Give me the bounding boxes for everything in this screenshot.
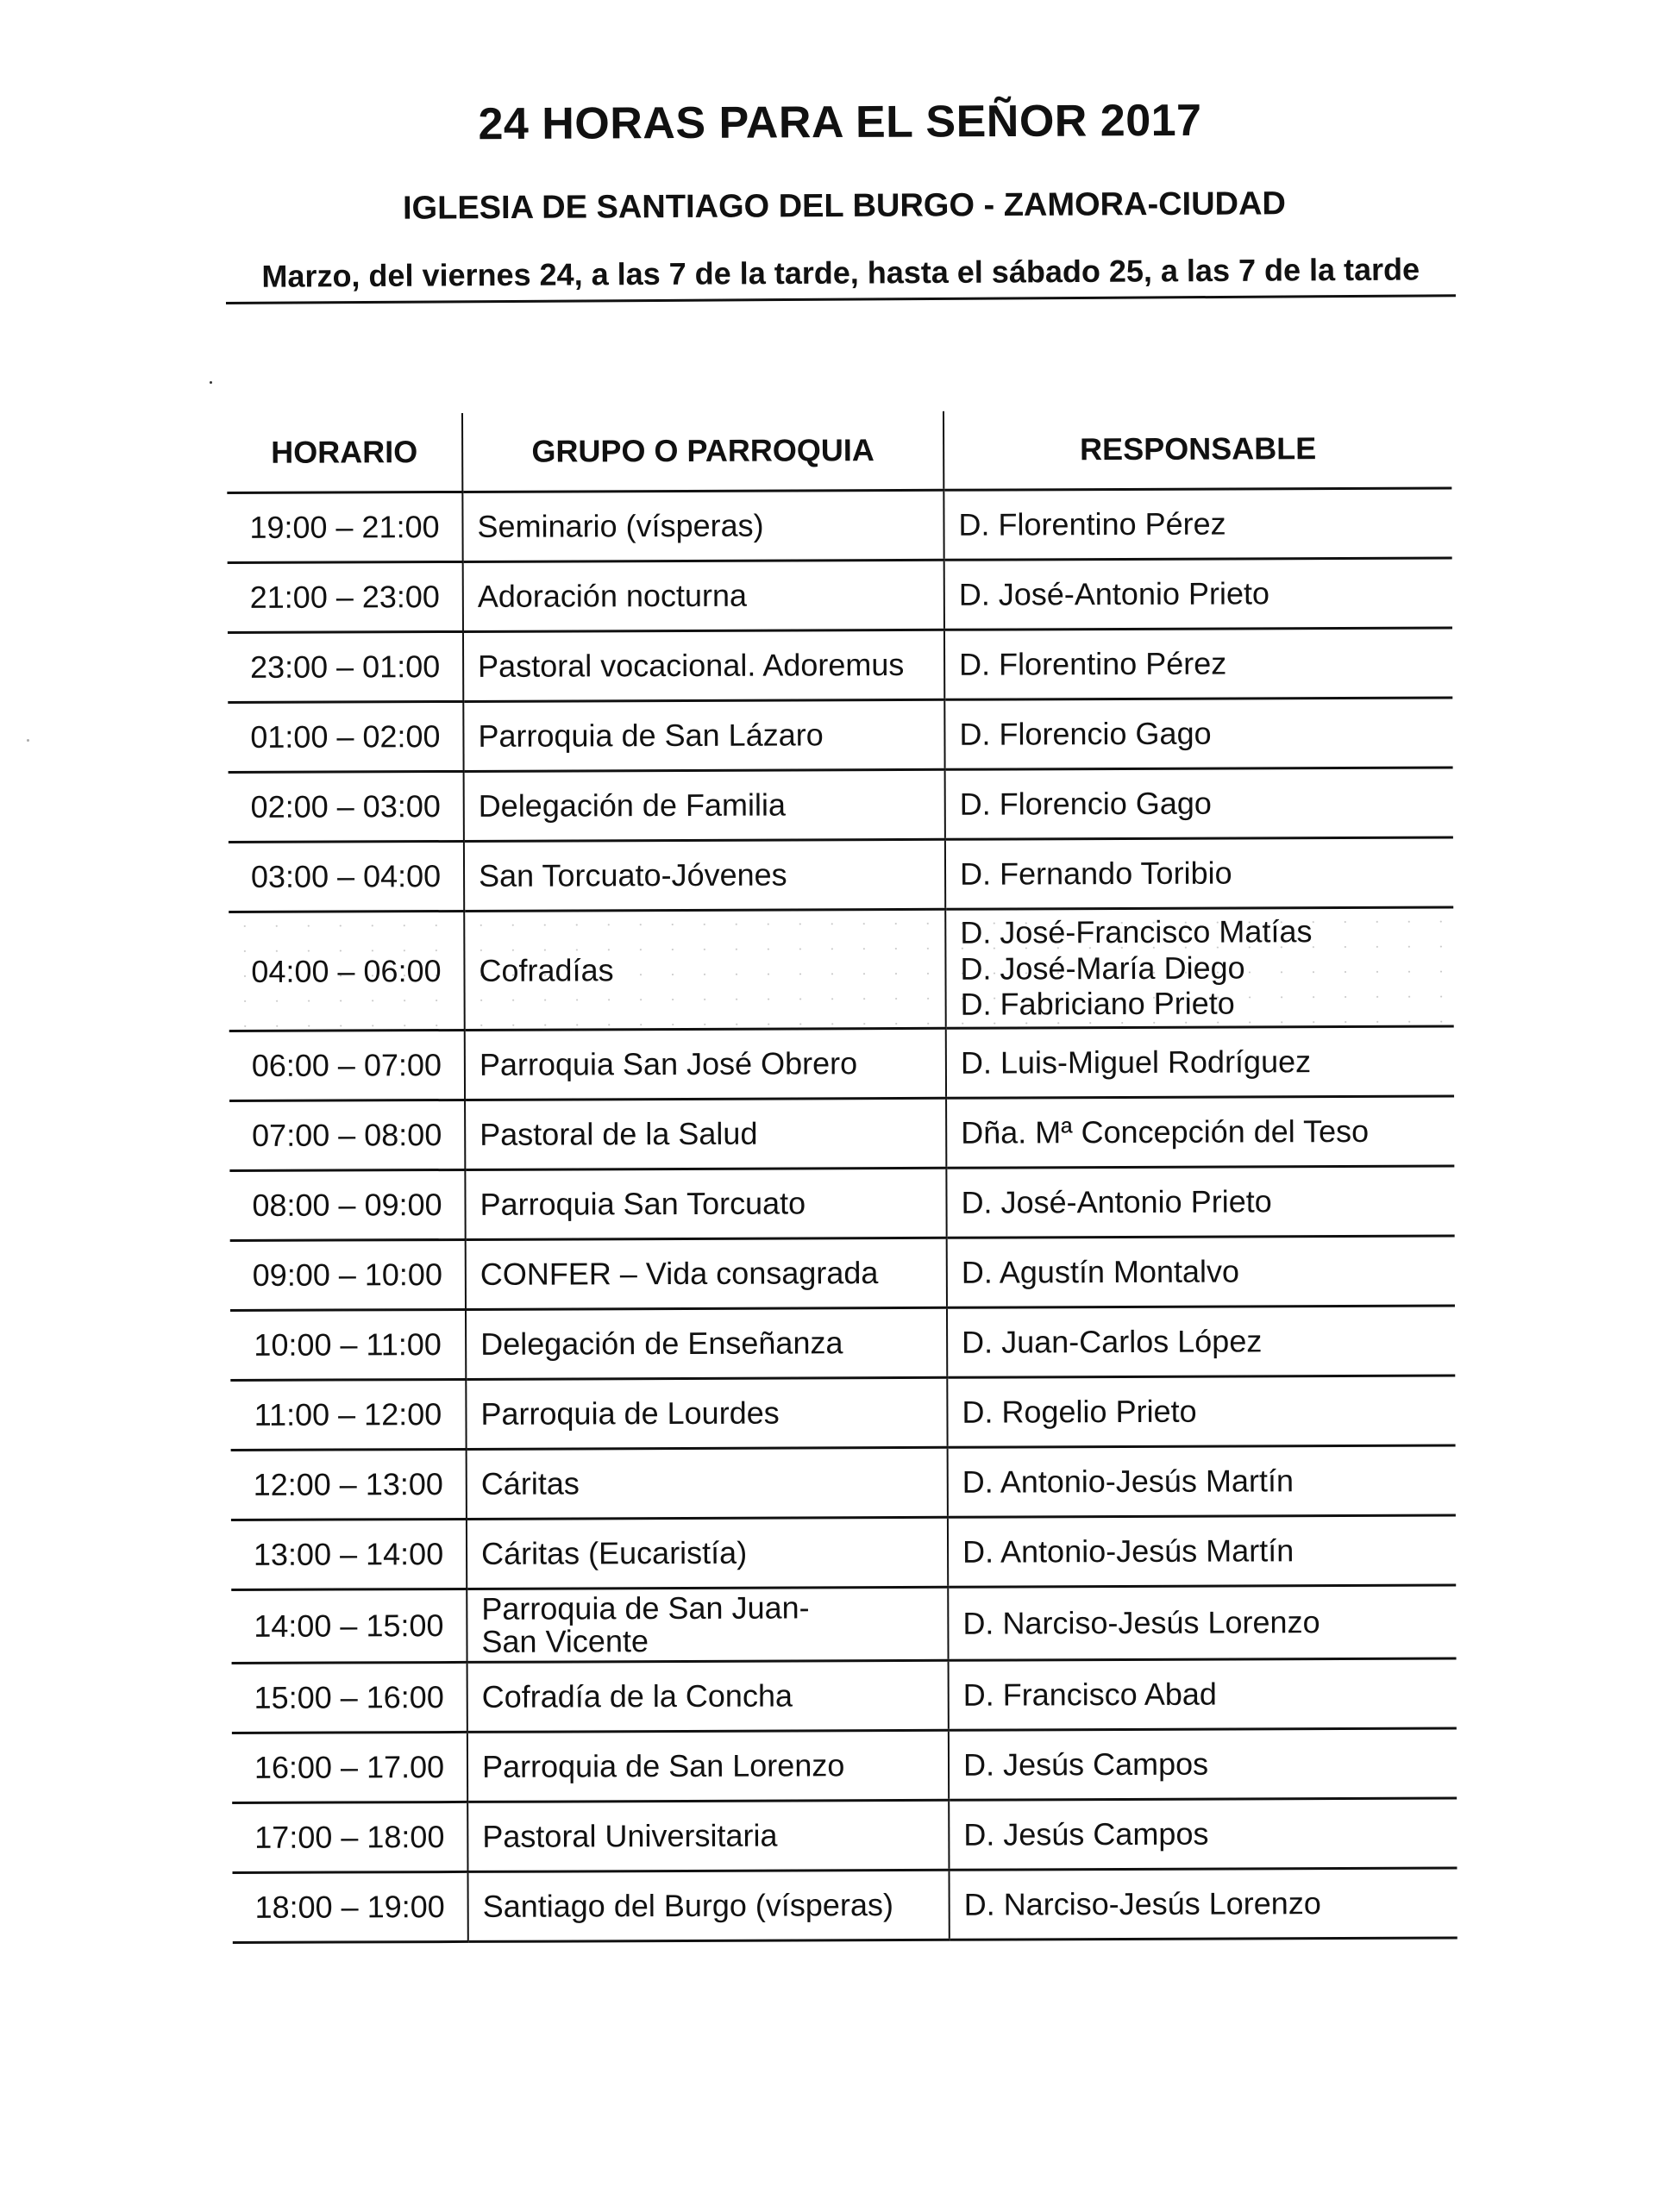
cell-horario: 21:00 – 23:00 [228, 561, 463, 632]
cell-horario: 01:00 – 02:00 [228, 701, 463, 772]
table-row [232, 1798, 1457, 1872]
cell-responsable [948, 1445, 1456, 1517]
column-header-horario: HORARIO [227, 413, 462, 493]
cell-grupo: Cofradías [464, 909, 946, 1030]
responsable-name: D. Narciso-Jesús Lorenzo [963, 1885, 1321, 1923]
cell-horario: 03:00 – 04:00 [229, 841, 464, 912]
responsable-name: D. Jesús Campos [962, 1746, 1209, 1783]
cell-horario: 11:00 – 12:00 [230, 1379, 466, 1450]
cell-responsable [946, 1026, 1454, 1098]
table-row [229, 837, 1453, 912]
cell-grupo: Parroquia de Lourdes [466, 1377, 947, 1449]
cell-horario: 19:00 – 21:00 [227, 492, 462, 562]
table-row [232, 1868, 1457, 1942]
cell-horario: 23:00 – 01:00 [228, 631, 463, 702]
document-title: 24 HORAS PARA EL SEÑOR 2017 [478, 95, 1202, 150]
table-row [232, 1728, 1457, 1802]
responsable-name: D. José-Antonio Prieto [958, 575, 1270, 613]
responsable-name: D. Luis-Miguel Rodríguez [960, 1044, 1312, 1081]
cell-responsable [949, 1658, 1457, 1730]
table-row [229, 1026, 1454, 1100]
cell-horario: 10:00 – 11:00 [230, 1309, 466, 1380]
schedule-table [227, 410, 1457, 1944]
cell-horario: 07:00 – 08:00 [229, 1100, 465, 1170]
cell-responsable [943, 488, 1451, 560]
cell-responsable [949, 1868, 1457, 1940]
cell-responsable [949, 1798, 1457, 1870]
cell-grupo: Parroquia de San Lorenzo [467, 1730, 949, 1802]
cell-grupo: Parroquia de San Juan-San Vicente [467, 1587, 948, 1662]
responsable-name: D. Fabriciano Prieto [960, 985, 1235, 1022]
cell-grupo: Santiago del Burgo (vísperas) [467, 1870, 949, 1941]
responsable-name: D. Fernando Toribio [959, 855, 1232, 893]
cell-grupo: CONFER – Vida consagrada [466, 1238, 947, 1309]
cell-responsable [947, 1376, 1455, 1447]
cell-grupo: Cofradía de la Concha [467, 1660, 949, 1732]
responsable-name: D. Juan-Carlos López [962, 1323, 1263, 1361]
cell-horario: 14:00 – 15:00 [231, 1589, 467, 1663]
cell-responsable [946, 1096, 1454, 1168]
cell-horario: 04:00 – 06:00 [229, 911, 465, 1031]
responsable-name: D. Antonio-Jesús Martín [962, 1463, 1294, 1501]
responsable-name: D. Florentino Pérez [959, 645, 1227, 683]
cell-horario: 13:00 – 14:00 [231, 1519, 467, 1589]
table-row [230, 1236, 1455, 1310]
table-row [228, 628, 1452, 702]
responsable-name: D. Jesús Campos [963, 1815, 1209, 1853]
responsable-name: D. Narciso-Jesús Lorenzo [962, 1604, 1320, 1641]
cell-horario: 12:00 – 13:00 [231, 1449, 467, 1520]
cell-responsable [948, 1515, 1456, 1587]
cell-horario: 17:00 – 18:00 [232, 1802, 467, 1872]
responsable-name: D. José-Francisco Matías [960, 913, 1313, 951]
responsable-name: D. Agustín Montalvo [961, 1253, 1240, 1291]
cell-grupo: Parroquia de San Lázaro [463, 699, 944, 771]
schedule-rows [227, 488, 1457, 1942]
cell-responsable [944, 698, 1452, 769]
table-row [228, 698, 1452, 772]
table-row [230, 1376, 1455, 1450]
cell-grupo: Seminario (vísperas) [462, 490, 943, 561]
column-header-grupo: GRUPO O PARROQUIA [462, 411, 943, 492]
cell-grupo: Pastoral vocacional. Adoremus [463, 630, 944, 701]
cell-grupo: Parroquia San José Obrero [465, 1028, 946, 1100]
responsable-name: D. José-Antonio Prieto [961, 1183, 1272, 1221]
table-row [229, 1166, 1454, 1240]
cell-horario: 08:00 – 09:00 [229, 1169, 465, 1240]
cell-responsable [946, 1166, 1454, 1238]
table-row [230, 1306, 1455, 1380]
table-row [228, 558, 1452, 632]
cell-grupo: Adoración nocturna [463, 560, 944, 631]
cell-responsable [947, 1306, 1455, 1377]
scan-speck [27, 739, 29, 742]
responsable-name: D. Francisco Abad [962, 1676, 1217, 1714]
cell-grupo: Cáritas [467, 1447, 948, 1519]
responsable-name: Dña. Mª Concepción del Teso [961, 1113, 1370, 1151]
cell-responsable [945, 907, 1454, 1028]
responsable-name: D. Rogelio Prieto [962, 1393, 1197, 1431]
cell-responsable [944, 628, 1452, 699]
table-row [229, 1096, 1454, 1170]
responsable-name: D. Florencio Gago [959, 785, 1212, 823]
cell-responsable [944, 558, 1452, 630]
cell-responsable [945, 837, 1453, 909]
responsable-name: D. Florencio Gago [959, 715, 1212, 753]
table-row [231, 1585, 1456, 1663]
cell-grupo: Pastoral de la Salud [465, 1098, 946, 1169]
table-row [229, 768, 1453, 842]
responsable-name: D. Antonio-Jesús Martín [962, 1532, 1294, 1570]
cell-horario: 06:00 – 07:00 [229, 1030, 465, 1100]
cell-grupo: Delegación de Familia [464, 769, 945, 841]
cell-responsable [948, 1585, 1456, 1660]
church-subtitle: IGLESIA DE SANTIAGO DEL BURGO - ZAMORA-CIUDAD [402, 185, 1287, 227]
cell-grupo: Pastoral Universitaria [467, 1800, 949, 1871]
date-range-line: Marzo, del viernes 24, a las 7 de la tarde, hasta el sábado 25, a las 7 de la tarde [226, 251, 1456, 304]
cell-grupo: Delegación de Enseñanza [466, 1307, 947, 1379]
cell-grupo: Cáritas (Eucaristía) [467, 1517, 948, 1589]
table-row [227, 488, 1451, 562]
cell-horario: 18:00 – 19:00 [232, 1871, 467, 1942]
cell-responsable [945, 768, 1453, 839]
table-header-row [227, 410, 1451, 493]
responsable-name: D. Florentino Pérez [958, 505, 1226, 543]
cell-horario: 16:00 – 17.00 [232, 1732, 467, 1802]
table-row [231, 1515, 1456, 1589]
cell-grupo: Parroquia San Torcuato [465, 1168, 946, 1239]
table-row [232, 1658, 1457, 1733]
cell-responsable [947, 1236, 1455, 1307]
column-header-responsable: RESPONSABLE [943, 410, 1451, 491]
cell-horario: 15:00 – 16:00 [232, 1662, 467, 1733]
cell-horario: 09:00 – 10:00 [230, 1239, 466, 1310]
responsable-name: D. José-María Diego [960, 950, 1245, 987]
table-row [231, 1445, 1456, 1520]
cell-responsable [949, 1728, 1457, 1800]
cell-horario: 02:00 – 03:00 [229, 771, 464, 842]
scan-speck [210, 381, 212, 384]
cell-grupo: San Torcuato-Jóvenes [464, 839, 945, 911]
table-row [229, 907, 1454, 1031]
